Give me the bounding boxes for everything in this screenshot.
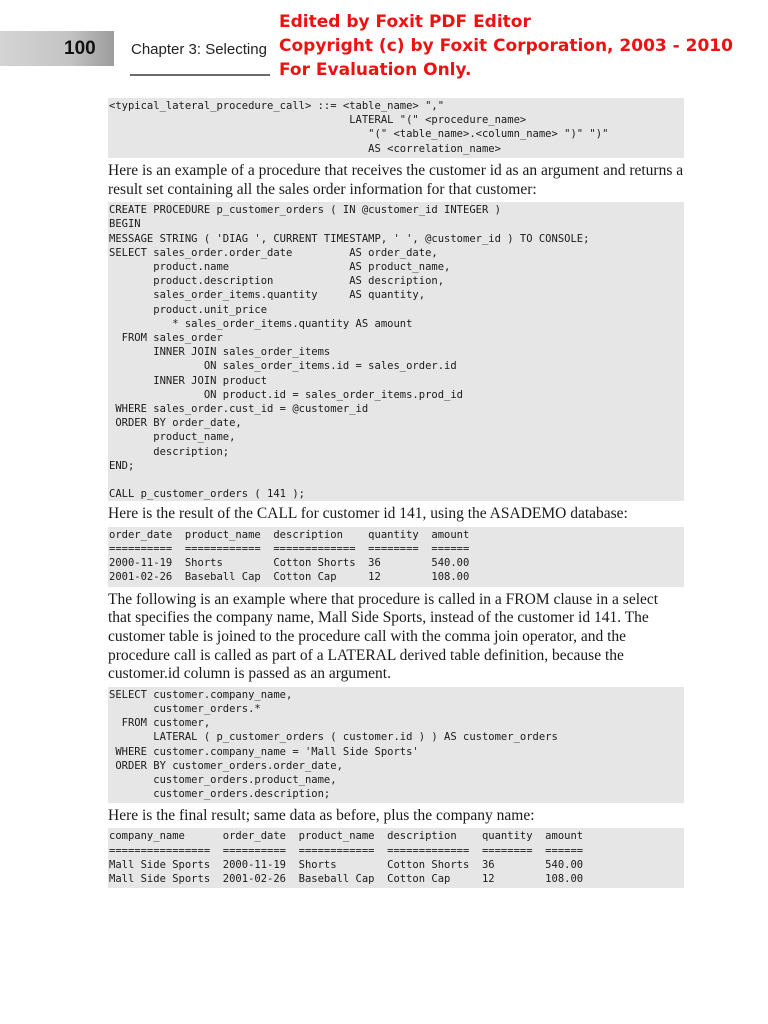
- result-table-2: company_name order_date product_name description quantity amount ================ ========== ============ ============= ======== ====== Mall Side Sports 2000-11-19 Shorts Cotton Shorts 36 540.00 Mall Side Sports 2001-02-26 Baseball Cap Cotton Cap 12 108.00: [108, 828, 684, 888]
- paragraph-call-result: Here is the result of the CALL for customer id 141, using the ASADEMO database:: [108, 505, 628, 523]
- watermark-line-1: Edited by Foxit PDF Editor: [279, 12, 531, 32]
- watermark-line-2: Copyright (c) by Foxit Corporation, 2003 - 2010: [279, 36, 733, 56]
- paragraph-lateral-example: The following is an example where that procedure is called in a FROM clause in a select that specifies the company name, Mall Side Sports, instead of the customer id 141. The customer table is joined to the procedure call with the comma join operator, and the procedure call is called as part of a LATERAL derived table definition, because the customer.id column is passed as an argument.: [108, 590, 659, 683]
- paragraph-procedure-intro: Here is an example of a procedure that receives the customer id as an argument and returns a result set containing all the sales order information for that customer:: [108, 162, 684, 198]
- watermark-line-3: For Evaluation Only.: [279, 60, 472, 80]
- procedure-code-block: CREATE PROCEDURE p_customer_orders ( IN @customer_id INTEGER ) BEGIN MESSAGE STRING ( 'DIAG ', CURRENT TIMESTAMP, ' ', @customer_id ) TO CONSOLE; SELECT sales_order.order_date AS order_date, product.name AS product_name, product.description AS description, sales_order_items.quantity AS quantity, product.unit_price * sales_order_items.quantity AS amount FROM sales_order INNER JOIN sales_order_items ON sales_order_items.id = sales_order.id INNER JOIN product ON product.id = sales_order_items.prod_id WHERE sales_order.cust_id = @customer_id ORDER BY order_date, product_name, description; END; CALL p_customer_orders ( 141 );: [108, 202, 684, 501]
- result-table-1: order_date product_name description quantity amount ========== ============ ============= ======== ====== 2000-11-19 Shorts Cotton Shorts 36 540.00 2001-02-26 Baseball Cap Cotton Cap 12 108.00: [108, 527, 684, 587]
- paragraph-final-result: Here is the final result; same data as before, plus the company name:: [108, 806, 535, 824]
- evaluation-watermark: [279, 10, 733, 82]
- select-code-block: SELECT customer.company_name, customer_orders.* FROM customer, LATERAL ( p_customer_orders ( customer.id ) ) AS customer_orders WHERE customer.company_name = 'Mall Side Sports' ORDER BY customer_orders.order_date, customer_orders.product_name, customer_orders.description;: [108, 687, 684, 803]
- syntax-code-block: <typical_lateral_procedure_call> ::= <table_name> "," LATERAL "(" <procedure_name> "(" <table_name>.<column_name> ")" ")" AS <correlation_name>: [108, 98, 684, 158]
- header-rule: [130, 74, 270, 76]
- chapter-title: Chapter 3: Selecting: [131, 41, 267, 58]
- page-body: [108, 98, 684, 888]
- page-number-tab: [0, 31, 114, 66]
- page-number: 100: [64, 38, 96, 59]
